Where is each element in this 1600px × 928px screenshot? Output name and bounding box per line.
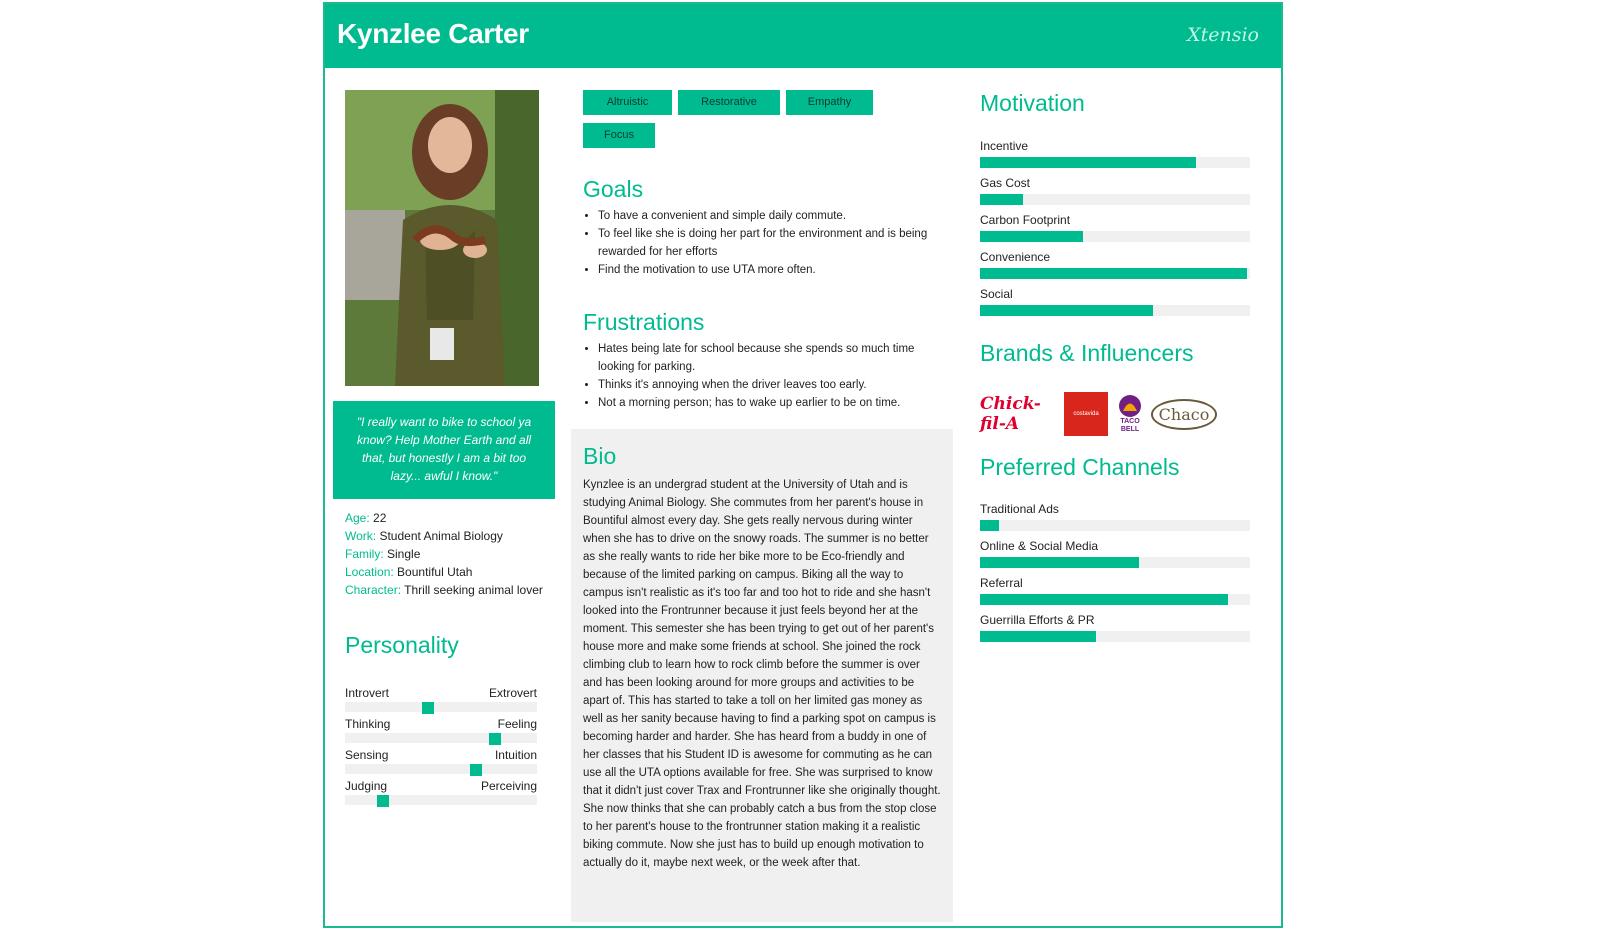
channel-label: Referral (980, 576, 1023, 590)
motivation-track (980, 157, 1250, 168)
persona-photo (345, 90, 539, 386)
personality-left-label: Judging (345, 779, 388, 793)
personality-row (345, 686, 537, 717)
personality-track (345, 702, 537, 712)
goal-item: • To feel like she is doing her part for the environment and is being rewarded for her efforts (598, 225, 933, 261)
personality-knob (470, 764, 482, 776)
frustration-item: • Thinks it's annoying when the driver leaves too early. (598, 376, 933, 394)
channel-label: Guerrilla Efforts & PR (980, 613, 1095, 627)
fact-family (345, 545, 545, 563)
motivation-fill (980, 305, 1153, 316)
personality-right-label: Feeling (497, 717, 537, 731)
fact-age-label: Age: (345, 511, 370, 525)
personality-left-label: Sensing (345, 748, 389, 762)
motivation-row (980, 250, 1250, 287)
channel-row (980, 539, 1250, 576)
persona-name: Kynzlee Carter (337, 18, 529, 49)
tag-restorative: Restorative (678, 90, 780, 115)
fact-location-value: Bountiful Utah (397, 565, 473, 579)
motivation-track (980, 194, 1250, 205)
goal-item: • Find the motivation to use UTA more often. (598, 261, 933, 279)
frustrations-list (583, 340, 933, 412)
motivation-fill (980, 268, 1247, 279)
goals-list (583, 207, 933, 279)
fact-age (345, 509, 545, 527)
xtensio-logo[interactable]: Xtensio (1187, 24, 1259, 46)
personality-knob (489, 733, 501, 745)
motivation-bars (980, 139, 1250, 324)
channels-title: Preferred Channels (980, 454, 1180, 480)
motivation-row (980, 139, 1250, 176)
channel-fill (980, 631, 1096, 642)
channel-bars (980, 502, 1250, 650)
costa-vida-logo (1064, 392, 1108, 436)
motivation-row (980, 213, 1250, 250)
personality-track (345, 764, 537, 774)
personality-right-label: Perceiving (480, 779, 537, 793)
bio-title: Bio (583, 443, 617, 469)
frustrations-section (583, 309, 933, 412)
goals-title: Goals (583, 176, 644, 202)
tag-focus: Focus (583, 123, 655, 148)
costa-vida-logo-text: costavida (1073, 411, 1099, 417)
motivation-fill (980, 231, 1083, 242)
fact-work-value: Student Animal Biology (379, 529, 503, 543)
persona-facts (345, 509, 545, 599)
channel-fill (980, 594, 1228, 605)
frustration-item: • Hates being late for school because she spends so much time looking for parking. (598, 340, 933, 376)
frustration-item: • Not a morning person; has to wake up earlier to be on time. (598, 394, 933, 412)
fact-character (345, 581, 545, 599)
fact-work-label: Work: (345, 529, 377, 543)
goal-item: • To have a convenient and simple daily commute. (598, 207, 933, 225)
channel-track (980, 631, 1250, 642)
motivation-label: Convenience (980, 250, 1051, 264)
channel-track (980, 557, 1250, 568)
taco-bell-bell-icon (1114, 394, 1146, 418)
goals-section (583, 176, 933, 279)
taco-bell-logo-text: TACO BELL (1120, 418, 1140, 433)
motivation-title: Motivation (980, 90, 1085, 116)
motivation-label: Carbon Footprint (980, 213, 1071, 227)
chick-fil-a-logo (980, 392, 1062, 436)
personality-track (345, 795, 537, 805)
chaco-logo-text: Chaco (1151, 399, 1218, 430)
personality-left-label: Thinking (345, 717, 391, 731)
fact-work (345, 527, 545, 545)
persona-quote: "I really want to bike to school ya know? Help Mother Earth and all that, but honestly I am a bit too lazy... awful I know." (333, 401, 555, 499)
bio-text: Kynzlee is an undergrad student at the University of Utah and is studying Animal Biology. She commutes from her parent's house in Bountiful almost every day. She gets really nervous during winter when she has to drive on the snowy roads. The summer is no better as she really wants to ride her bike more to be Eco-friendly and because of the limited parking on campus. Biking all the way to campus isn't realistic as it's too far and too hot to ride and she hasn't looked into the Frontrunner because it just feels beyond her at the moment. This semester she has been trying to get out of her parent's house more and make some friends at school. She joined the rock climbing club to learn how to rock climb before the summer is over and has been looking around for more groups and activities to be apart of. This has started to take a toll on her limited gas money as well as her sanity because having to find a parking spot on campus is becoming harder and harder. She has heard from a buddy in one of her classes that his Student ID is awesome for commuting as he can use all the UTA options available for free. She was surprised to know that it didn't just cover Trax and Frontrunner like she originally thought. She now thinks that she can probably catch a bus from the stop close to her parent's house to the frontrunner station making it a realistic biking commute. Now she just has to build up enough motivation to actually do it, maybe next week, or the week after that. (583, 479, 941, 869)
personality-left-label: Introvert (345, 686, 390, 700)
personality-row (345, 779, 537, 810)
fact-family-value: Single (387, 547, 421, 561)
personality-track (345, 733, 537, 743)
channel-row (980, 576, 1250, 613)
motivation-track (980, 305, 1250, 316)
personality-sliders (345, 686, 537, 810)
brands-title: Brands & Influencers (980, 340, 1194, 366)
brand-logos (980, 392, 1240, 440)
personality-title: Personality (345, 632, 459, 658)
channel-track (980, 520, 1250, 531)
bio-panel (571, 429, 953, 922)
personality-row (345, 748, 537, 779)
persona-header (325, 4, 1281, 68)
motivation-label: Incentive (980, 139, 1029, 153)
motivation-row (980, 287, 1250, 324)
motivation-fill (980, 194, 1023, 205)
channel-row (980, 613, 1250, 650)
personality-row (345, 717, 537, 748)
chick-fil-a-logo-text: Chick-fil-A (980, 394, 1041, 434)
channel-row (980, 502, 1250, 539)
chaco-logo (1152, 392, 1216, 436)
channel-track (980, 594, 1250, 605)
motivation-track (980, 231, 1250, 242)
motivation-track (980, 268, 1250, 279)
personality-knob (377, 795, 389, 807)
persona-photo-image (345, 90, 539, 386)
channel-fill (980, 520, 999, 531)
fact-family-label: Family: (345, 547, 384, 561)
fact-location (345, 563, 545, 581)
personality-right-label: Extrovert (488, 686, 537, 700)
fact-character-label: Character: (345, 583, 402, 597)
fact-character-value: Thrill seeking animal lover (404, 583, 543, 597)
motivation-label: Gas Cost (980, 176, 1031, 190)
trait-tags (583, 90, 893, 156)
fact-location-label: Location: (345, 565, 394, 579)
tag-empathy: Empathy (786, 90, 873, 115)
frustrations-title: Frustrations (583, 309, 705, 335)
motivation-label: Social (980, 287, 1013, 301)
taco-bell-logo (1112, 392, 1148, 436)
personality-knob (422, 702, 434, 714)
persona-card (323, 2, 1283, 928)
motivation-fill (980, 157, 1196, 168)
motivation-row (980, 176, 1250, 213)
channel-fill (980, 557, 1139, 568)
fact-age-value: 22 (373, 511, 387, 525)
channel-label: Online & Social Media (980, 539, 1099, 553)
personality-right-label: Intuition (494, 748, 537, 762)
channel-label: Traditional Ads (980, 502, 1059, 516)
tag-altruistic: Altruistic (583, 90, 672, 115)
